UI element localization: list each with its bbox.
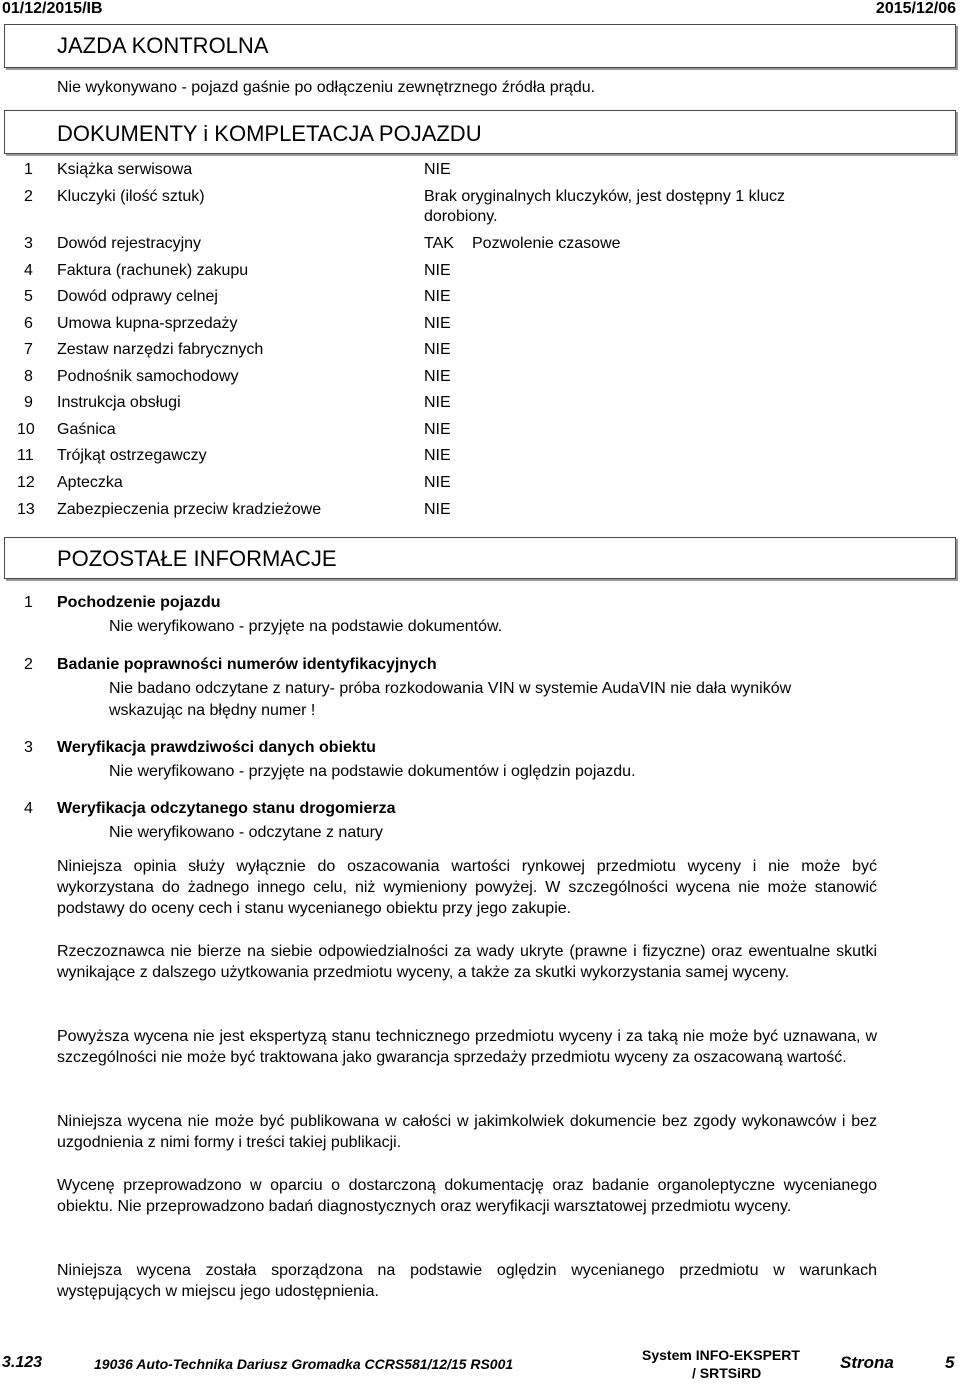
item-label: Trójkąt ostrzegawczy bbox=[57, 447, 207, 464]
item-heading: Pochodzenie pojazdu bbox=[57, 594, 221, 611]
disclaimer-paragraph: Wycenę przeprowadzono w oparciu o dostarczoną dokumentację oraz badanie organoleptyczne wycenianego obiektu. Nie przeprowadzono badań diagnostycznych oraz weryfikacji warsztatowej przedmiotu wyceny. bbox=[57, 1177, 877, 1215]
item-number: 4 bbox=[24, 262, 33, 279]
item-number: 8 bbox=[24, 368, 33, 385]
section-title-dokumenty: DOKUMENTY i KOMPLETACJA POJAZDU bbox=[57, 121, 482, 146]
item-label: Dowód rejestracyjny bbox=[57, 235, 202, 252]
item-text-continued: wskazując na błędny numer ! bbox=[109, 702, 316, 719]
footer-company: 19036 Auto-Technika Dariusz Gromadka CCRS581/12/15 RS001 bbox=[94, 1356, 514, 1372]
item-heading: Badanie poprawności numerów identyfikacyjnych bbox=[57, 656, 437, 673]
disclaimer-paragraph: Niniejsza wycena nie może być publikowana w całości w jakimkolwiek dokumencie bez zgody wykonawców i bez uzgodnienia z nimi formy i treści takiej publikacji. bbox=[57, 1113, 877, 1151]
item-number: 7 bbox=[24, 341, 33, 358]
footer-system-line2: / SRTSiRD bbox=[692, 1365, 762, 1381]
item-value: NIE bbox=[424, 421, 451, 438]
section-title-pozostale: POZOSTAŁE INFORMACJE bbox=[57, 546, 337, 571]
item-heading: Weryfikacja odczytanego stanu drogomierza bbox=[57, 800, 396, 817]
section-jazda-kontrolna bbox=[4, 24, 956, 68]
item-label: Zestaw narzędzi fabrycznych bbox=[57, 341, 264, 358]
item-number: 2 bbox=[24, 656, 33, 673]
disclaimer-paragraph: Powyższa wycena nie jest ekspertyzą stanu technicznego przedmiotu wyceny i za taką nie może być uznawana, w szczególności nie może być traktowana jako gwarancja sprzedaży przedmiotu wyceny za oszacowaną wartość. bbox=[57, 1028, 877, 1066]
item-text: Nie weryfikowano - odczytane z natury bbox=[109, 824, 383, 841]
item-number: 13 bbox=[17, 501, 35, 518]
section-pozostale bbox=[4, 537, 956, 579]
item-number: 3 bbox=[24, 739, 33, 756]
item-label: Dowód odprawy celnej bbox=[57, 288, 218, 305]
item-label: Gaśnica bbox=[57, 421, 116, 438]
disclaimer-paragraph: Rzeczoznawca nie bierze na siebie odpowiedzialności za wady ukryte (prawne i fizyczne) oraz ewentualne skutki wynikające z dalszego użytkowania przedmiotu wyceny, a także za skutki wykorzystania samej wyceny. bbox=[57, 943, 877, 981]
item-label: Książka serwisowa bbox=[57, 161, 193, 178]
item-number: 11 bbox=[17, 447, 34, 464]
footer-version: 3.123 bbox=[2, 1354, 43, 1371]
item-value: NIE bbox=[424, 288, 451, 305]
item-value: TAK bbox=[424, 235, 454, 252]
item-number: 10 bbox=[17, 421, 35, 438]
item-text: Nie badano odczytane z natury- próba rozkodowania VIN w systemie AudaVIN nie dała wyników bbox=[109, 680, 792, 697]
item-value: NIE bbox=[424, 474, 451, 491]
item-value: NIE bbox=[424, 262, 451, 279]
item-value: NIE bbox=[424, 501, 451, 518]
disclaimer-paragraph: Niniejsza wycena została sporządzona na podstawie oględzin wycenianego przedmiotu w warunkach występujących w miejscu jego udostępnienia. bbox=[57, 1262, 877, 1300]
item-number: 5 bbox=[24, 288, 33, 305]
item-value: NIE bbox=[424, 447, 451, 464]
item-number: 6 bbox=[24, 315, 33, 332]
item-number: 9 bbox=[24, 394, 33, 411]
item-number: 2 bbox=[24, 188, 33, 205]
item-value: NIE bbox=[424, 341, 451, 358]
section-title-jazda: JAZDA KONTROLNA bbox=[57, 33, 269, 58]
item-label: Umowa kupna-sprzedaży bbox=[57, 315, 238, 332]
item-number: 1 bbox=[24, 161, 33, 178]
item-number: 12 bbox=[17, 474, 35, 491]
header-left-id: 01/12/2015/IB bbox=[2, 0, 103, 17]
item-label: Podnośnik samochodowy bbox=[57, 368, 239, 385]
header-date: 2015/12/06 bbox=[875, 0, 956, 17]
item-value: Brak oryginalnych kluczyków, jest dostępny 1 klucz bbox=[424, 188, 786, 205]
item-note: Pozwolenie czasowe bbox=[472, 235, 621, 252]
item-label: Faktura (rachunek) zakupu bbox=[57, 262, 249, 279]
item-value: NIE bbox=[424, 315, 451, 332]
footer-page-label: Strona bbox=[840, 1353, 894, 1372]
item-value: NIE bbox=[424, 161, 451, 178]
item-label: Apteczka bbox=[57, 474, 123, 491]
item-value-continued: dorobiony. bbox=[424, 208, 498, 225]
item-heading: Weryfikacja prawdziwości danych obiektu bbox=[57, 739, 376, 756]
item-number: 4 bbox=[24, 800, 33, 817]
item-text: Nie weryfikowano - przyjęte na podstawie dokumentów i oględzin pojazdu. bbox=[109, 763, 636, 780]
disclaimer-paragraph: Niniejsza opinia służy wyłącznie do oszacowania wartości rynkowej przedmiotu wyceny i nie może być wykorzystana do żadnego innego celu, niż wymieniony powyżej. W szczególności wycena nie może stanowić podstawy do oceny cech i stanu wycenianego obiektu przy jego zakupie. bbox=[57, 858, 877, 917]
item-value: NIE bbox=[424, 394, 451, 411]
item-number: 1 bbox=[24, 594, 33, 611]
item-label: Instrukcja obsługi bbox=[57, 394, 181, 411]
item-number: 3 bbox=[24, 235, 33, 252]
item-text: Nie weryfikowano - przyjęte na podstawie dokumentów. bbox=[109, 618, 503, 635]
item-value: NIE bbox=[424, 368, 451, 385]
item-label: Zabezpieczenia przeciw kradzieżowe bbox=[57, 501, 322, 518]
item-label: Kluczyki (ilość sztuk) bbox=[57, 188, 205, 205]
section-dokumenty bbox=[4, 110, 956, 154]
footer-system-line1: System INFO-EKSPERT bbox=[642, 1347, 800, 1363]
jazda-text: Nie wykonywano - pojazd gaśnie po odłączeniu zewnętrznego źródła prądu. bbox=[57, 79, 596, 96]
footer-page-number: 5 bbox=[945, 1353, 955, 1372]
